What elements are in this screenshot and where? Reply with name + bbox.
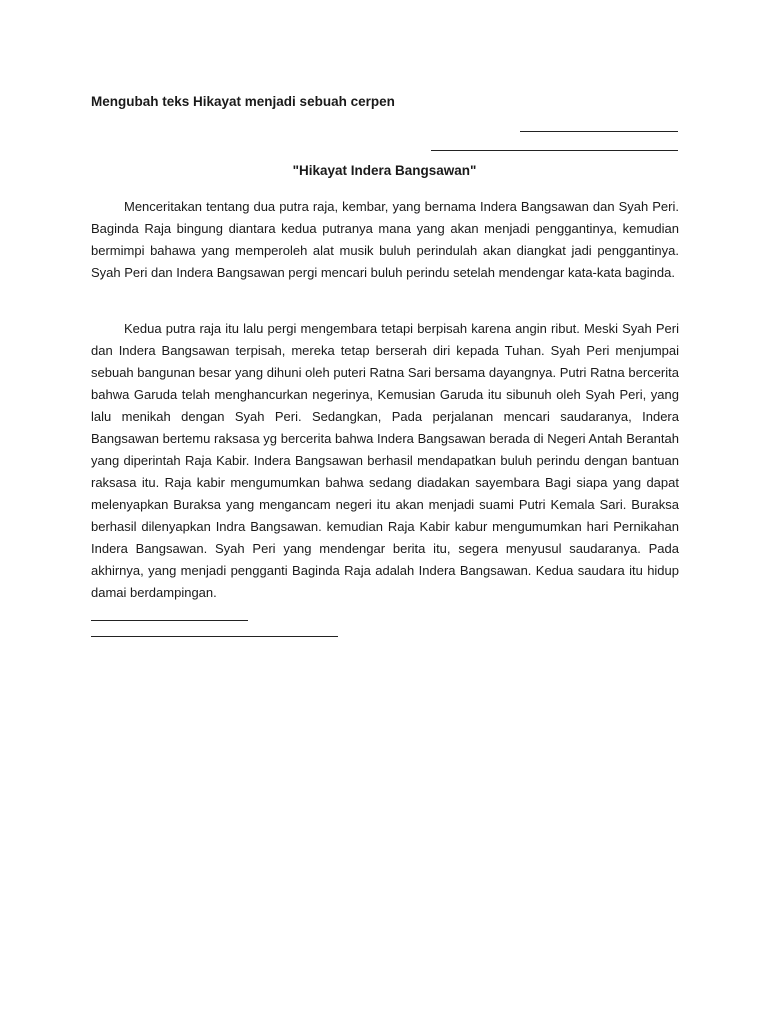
footer-line-short	[91, 620, 248, 621]
document-heading: Mengubah teks Hikayat menjadi sebuah cerpen	[91, 94, 395, 109]
paragraph-1: Menceritakan tentang dua putra raja, kembar, yang bernama Indera Bangsawan dan Syah Peri. Baginda Raja bingung diantara kedua putranya mana yang akan menjadi penggantinya, kemudian bermimpi bahawa yang memperoleh alat musik buluh perindulah akan diangkat jadi penggantinya. Syah Peri dan Indera Bangsawan pergi mencari buluh perindu setelah mendengar kata-kata baginda.	[91, 199, 679, 280]
signature-line-short	[520, 131, 678, 132]
footer-line-long	[91, 636, 338, 637]
story-title: "Hikayat Indera Bangsawan"	[292, 163, 477, 178]
paragraph-2: Kedua putra raja itu lalu pergi mengembara tetapi berpisah karena angin ribut. Meski Syah Peri dan Indera Bangsawan terpisah, mereka tetap berserah diri kepada Tuhan. Syah Peri menjumpai sebuah bangunan besar yang dihuni oleh puteri Ratna Sari bersama dayangnya. Putri Ratna bercerita bahwa Garuda telah menghancurkan negerinya, Kemusian Garuda itu sibunuh oleh Syah Peri, yang lalu menikah dengan Syah Peri. Sedangkan, Pada perjalanan mencari saudaranya, Indera Bangsawan bertemu raksasa yg bercerita bahwa Indera Bangsawan berada di Negeri Antah Berantah yang diperintah Raja Kabir. Indera Bangsawan berhasil mendapatkan buluh perindu dengan bantuan raksasa itu. Raja kabir mengumumkan bahwa sedang diadakan sayembara Bagi siapa yang dapat melenyapkan Buraksa yang mengancam negeri itu akan menjadi suami Putri Kemala Sari. Buraksa berhasil dilenyapkan Indra Bangsawan. kemudian Raja Kabir kabur mengumumkan hari Pernikahan Indera Bangsawan. Syah Peri yang mendengar berita itu, segera menyusul saudaranya. Pada akhirnya, yang menjadi pengganti Baginda Raja adalah Indera Bangsawan. Kedua saudara itu hidup damai berdampingan.	[91, 321, 679, 600]
signature-line-long	[431, 150, 678, 151]
